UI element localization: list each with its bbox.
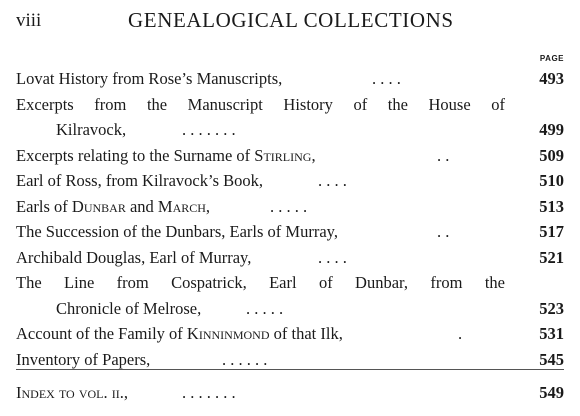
toc-entry-succession-dunbars — [0, 219, 580, 245]
toc-entry-stirling — [0, 143, 580, 169]
leader-dots: . . . . . . . — [182, 383, 236, 402]
entry-title: Earls of Dunbar and March, — [16, 196, 211, 216]
toc-entry-kilravock-history — [0, 92, 580, 143]
entry-page: 493 — [539, 69, 564, 88]
leader-dots: . . . . — [318, 171, 347, 190]
entry-title-line-1: Excerpts from the Manuscript History of the House of — [16, 94, 505, 114]
entry-title: Archibald Douglas, Earl of Murray, — [16, 247, 252, 267]
divider-rule — [16, 369, 564, 370]
entry-title: The Succession of the Dunbars, Earls of Murray, — [16, 222, 338, 241]
running-title: GENEALOGICAL COLLECTIONS — [128, 8, 454, 32]
leader-dots: . — [458, 324, 463, 343]
entry-title-line-1: The Line from Cospatrick, Earl of Dunbar, from the — [16, 273, 505, 292]
page-number: viii — [16, 10, 42, 31]
toc-entry-cospatrick — [0, 270, 580, 321]
entry-title: Lovat History from Rose’s Manuscripts, — [16, 69, 283, 88]
entry-page: 523 — [539, 298, 564, 318]
leader-dots: . . . . . . . — [182, 120, 236, 139]
entry-page: 513 — [539, 196, 564, 216]
entry-title: Excerpts relating to the Surname of Stirling, — [16, 145, 316, 165]
leader-dots: . . — [437, 145, 450, 165]
entry-title: Earl of Ross, from Kilravock’s Book, — [16, 171, 264, 190]
entry-title: Index to vol. ii., — [16, 383, 129, 402]
entry-title-line-2: Chronicle of Melrose, — [56, 298, 202, 318]
leader-dots: . . . . — [318, 247, 347, 267]
toc-entry-lovat-history — [0, 66, 580, 92]
entry-page: 521 — [539, 247, 564, 267]
leader-dots: . . . . . — [270, 196, 308, 216]
entry-title-line-2: Kilravock, — [56, 120, 127, 139]
entry-page: 499 — [539, 120, 564, 139]
entry-page: 509 — [539, 145, 564, 165]
leader-dots: . . . . — [372, 69, 401, 88]
toc-entry-earl-of-ross — [0, 168, 580, 194]
page-column-label: PAGE — [539, 54, 564, 63]
entry-page: 510 — [539, 171, 564, 190]
leader-dots: . . . . . — [246, 298, 284, 318]
running-header — [0, 8, 580, 38]
entry-page: 545 — [539, 349, 564, 369]
toc-entry-index — [0, 380, 580, 406]
toc-entry-kinninmond — [0, 321, 580, 347]
entry-page: 531 — [539, 324, 564, 343]
toc-entry-dunbar-march — [0, 194, 580, 220]
toc-entry-archibald-douglas — [0, 245, 580, 271]
table-of-contents — [0, 66, 580, 372]
entry-title: Inventory of Papers, — [16, 349, 151, 369]
entry-page: 549 — [539, 383, 564, 402]
leader-dots: . . . . . . — [222, 349, 268, 369]
entry-title: Account of the Family of Kinninmond of that Ilk, — [16, 324, 343, 343]
leader-dots: . . — [437, 222, 450, 241]
entry-page: 517 — [539, 222, 564, 241]
